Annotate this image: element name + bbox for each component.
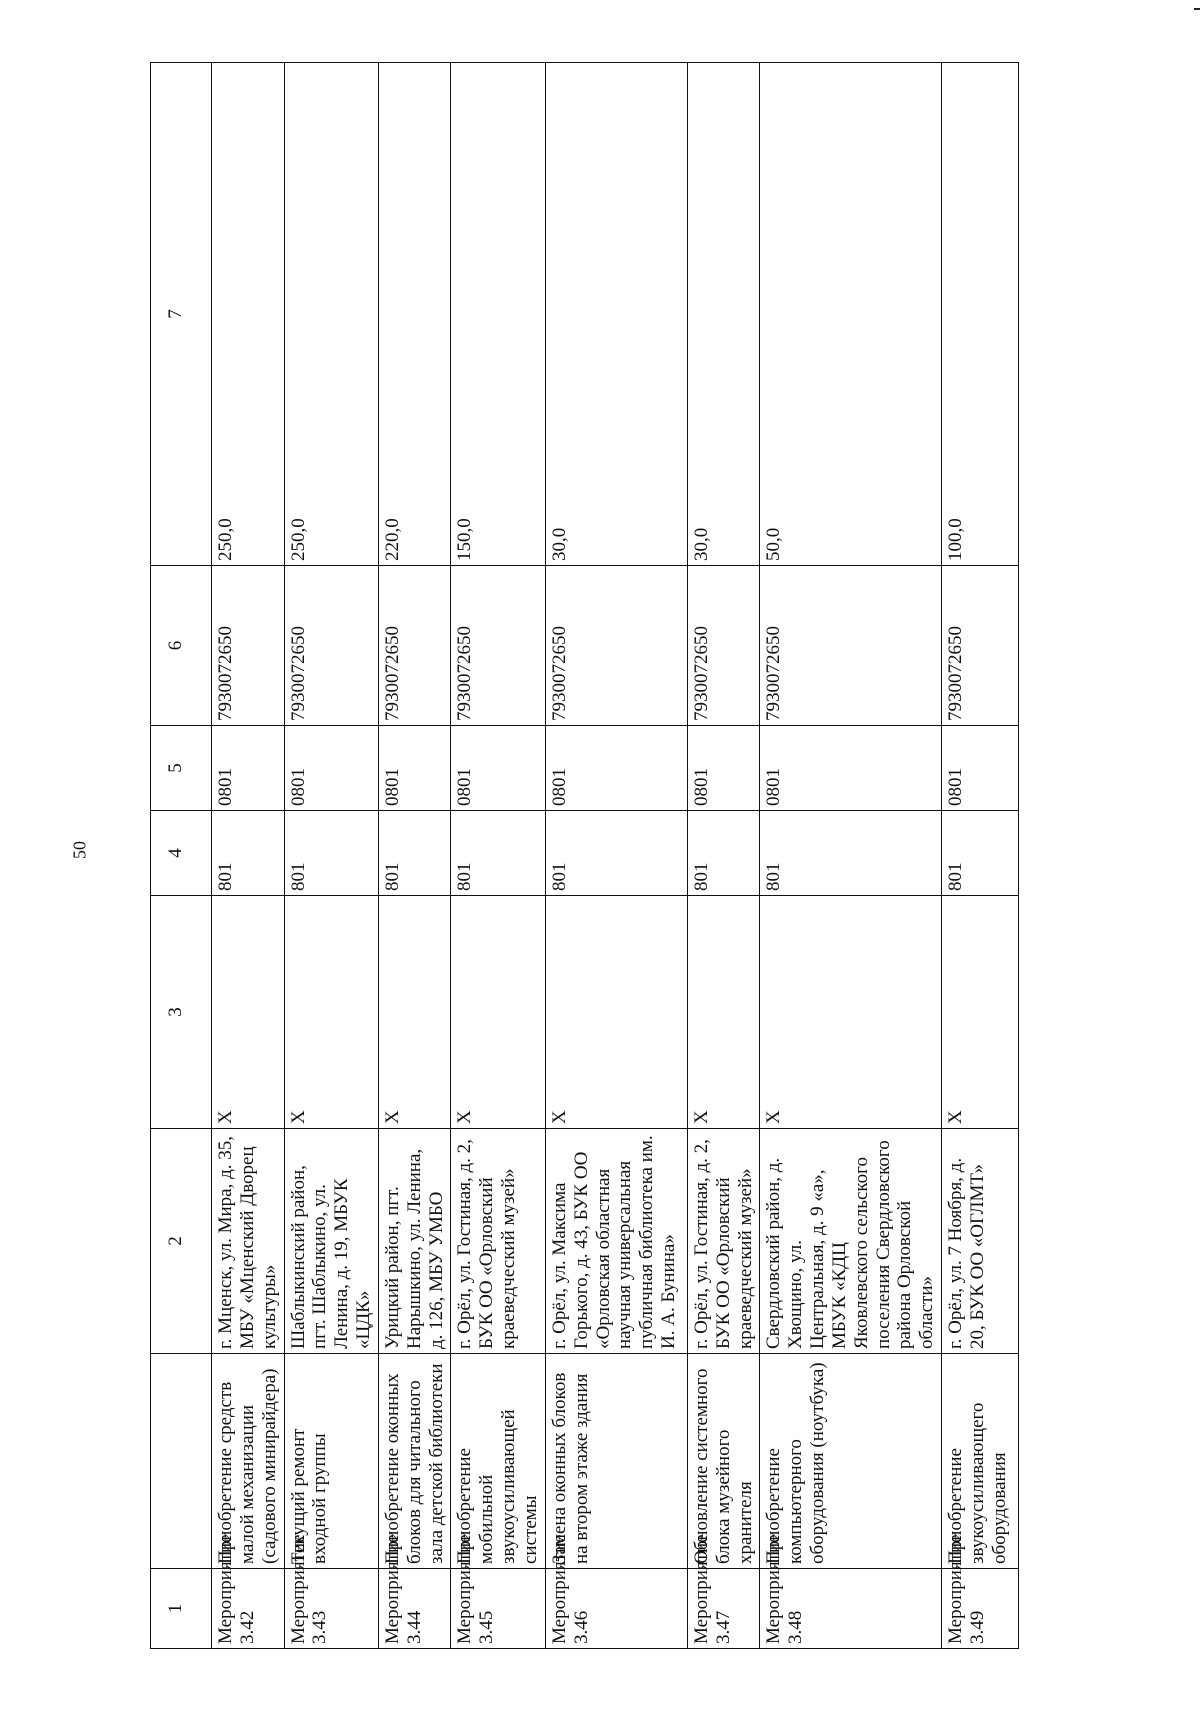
table-row [942,63,1019,1649]
mark-cell: Х [545,896,687,1129]
amount-cell: 250,0 [284,63,378,566]
target-cell: 7930072650 [212,566,285,726]
target-cell: 7930072650 [451,566,545,726]
event-name-cell: Приобретение компьютерного оборудования (ноутбука) [760,1354,942,1569]
section-cell: 0801 [284,726,378,811]
address-cell: г. Орёл, ул. Максима Горького, д. 43, БУК ОО «Орловская областная научная универсальная публичная библиотека им. И. А. Бунина» [545,1129,687,1354]
target-cell: 7930072650 [284,566,378,726]
code-cell: 801 [284,811,378,896]
section-cell: 0801 [687,726,760,811]
event-id-cell: Мероприятие 3.46 [545,1569,687,1649]
header-col-7: 7 [151,63,212,566]
mark-cell: Х [284,896,378,1129]
code-cell: 801 [687,811,760,896]
code-cell: 801 [760,811,942,896]
event-id-cell: Мероприятие 3.48 [760,1569,942,1649]
event-id-cell: Мероприятие 3.45 [451,1569,545,1649]
section-cell: 0801 [545,726,687,811]
page-number: 50 [69,841,90,859]
table-row [284,63,378,1649]
section-cell: 0801 [212,726,285,811]
event-id-cell: Мероприятие 3.44 [378,1569,451,1649]
amount-cell: 30,0 [687,63,760,566]
event-id-cell: Мероприятие 3.49 [942,1569,1019,1649]
target-cell: 7930072650 [942,566,1019,726]
table-row [451,63,545,1649]
header-row [151,63,212,1649]
target-cell: 7930072650 [760,566,942,726]
amount-cell: 50,0 [760,63,942,566]
header-col-1: 1 [151,1569,212,1649]
address-cell: г. Орёл, ул. 7 Ноября, д. 20, БУК ОО «ОГЛМТ» [942,1129,1019,1354]
address-cell: Урицкий район, пгт. Нарышкино, ул. Ленина, д. 126, МБУ УМБО [378,1129,451,1354]
section-cell: 0801 [760,726,942,811]
table-row [760,63,942,1649]
code-cell: 801 [545,811,687,896]
event-name-cell: Обновление системного блока музейного хранителя [687,1354,760,1569]
table-row [378,63,451,1649]
code-cell: 801 [942,811,1019,896]
table-row [545,63,687,1649]
event-id-cell: Мероприятие 3.47 [687,1569,760,1649]
amount-cell: 150,0 [451,63,545,566]
amount-cell: 30,0 [545,63,687,566]
code-cell: 801 [451,811,545,896]
event-name-cell: Приобретение средств малой механизации (садового минирайдера) [212,1354,285,1569]
header-col-5: 5 [151,726,212,811]
amount-cell: 220,0 [378,63,451,566]
amount-cell: 250,0 [212,63,285,566]
event-id-cell: Мероприятие 3.43 [284,1569,378,1649]
header-col-2: 2 [151,1129,212,1354]
header-col-blank [151,1354,212,1569]
mark-cell: Х [378,896,451,1129]
target-cell: 7930072650 [545,566,687,726]
mark-cell: Х [942,896,1019,1129]
code-cell: 801 [378,811,451,896]
mark-cell: Х [760,896,942,1129]
header-col-3: 3 [151,896,212,1129]
table-row [687,63,760,1649]
section-cell: 0801 [942,726,1019,811]
scan-edge-mark [1194,8,1200,10]
target-cell: 7930072650 [378,566,451,726]
event-name-cell: Приобретение оконных блоков для читального зала детской библиотеки [378,1354,451,1569]
address-cell: г. Мценск, ул. Мира, д. 35, МБУ «Мценский Дворец культуры» [212,1129,285,1354]
header-col-6: 6 [151,566,212,726]
header-col-4: 4 [151,811,212,896]
event-name-cell: Приобретение звукоусиливающего оборудования [942,1354,1019,1569]
mark-cell: Х [212,896,285,1129]
rotated-table-frame [150,63,1042,1649]
event-name-cell: Приобретение мобильной звукоусиливающей системы [451,1354,545,1569]
section-cell: 0801 [378,726,451,811]
code-cell: 801 [212,811,285,896]
address-cell: г. Орёл, ул. Гостиная, д. 2, БУК ОО «Орловский краеведческий музей» [451,1129,545,1354]
address-cell: Шаблыкинский район, пгт. Шаблыкино, ул. Ленина, д. 19, МБУК «ЦДК» [284,1129,378,1354]
table-row [212,63,285,1649]
mark-cell: Х [451,896,545,1129]
target-cell: 7930072650 [687,566,760,726]
amount-cell: 100,0 [942,63,1019,566]
event-name-cell: Замена оконных блоков на втором этаже здания [545,1354,687,1569]
address-cell: г. Орёл, ул. Гостиная, д. 2, БУК ОО «Орловский краеведческий музей» [687,1129,760,1354]
mark-cell: Х [687,896,760,1129]
address-cell: Свердловский район, д. Хвощино, ул. Центральная, д. 9 «а», МБУК «КДЦ Яковлевского сельского поселения Свердловского района Орловской области» [760,1129,942,1354]
events-table [150,62,1019,1649]
event-name-cell: Текущий ремонт входной группы [284,1354,378,1569]
event-id-cell: Мероприятие 3.42 [212,1569,285,1649]
section-cell: 0801 [451,726,545,811]
